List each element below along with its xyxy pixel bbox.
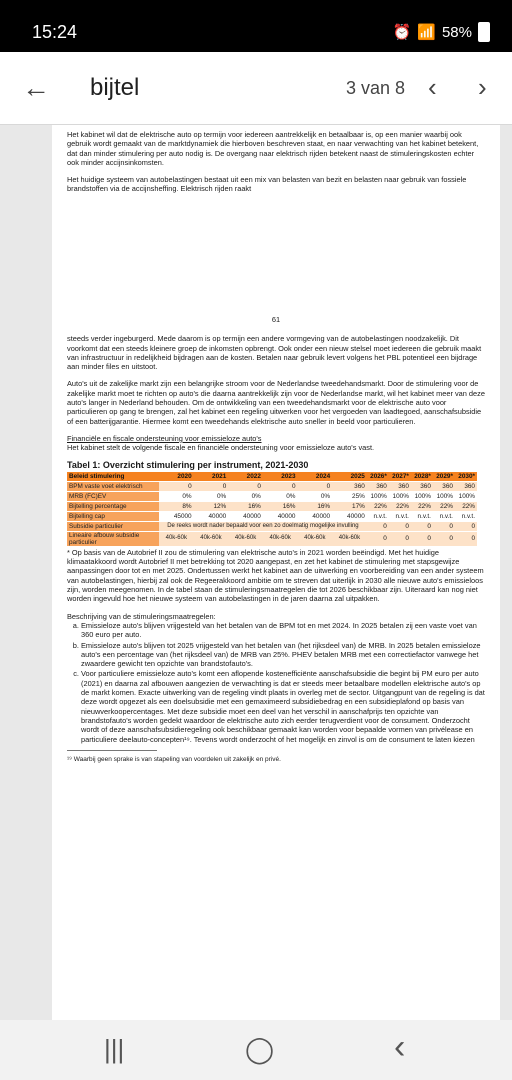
status-icons (393, 22, 490, 42)
table-header-cell: 2030* (455, 472, 477, 482)
paragraph: Het kabinet stelt de volgende fiscale en financiële ondersteuning voor emissieloze auto's vast. (67, 443, 375, 453)
table-cell: 360 (367, 481, 389, 491)
table-cell: 16% (228, 501, 263, 511)
table-header-cell: 2024 (298, 472, 333, 482)
table-cell: 360 (433, 481, 455, 491)
measures-list (67, 621, 485, 744)
table-cell: MRB (FC)EV (67, 491, 159, 501)
table-cell: Lineaire afbouw subsidie particulier (67, 531, 159, 546)
table-cell: 360 (455, 481, 477, 491)
table-row (67, 511, 477, 521)
status-bar (0, 0, 512, 52)
table-cell: 40k-60k (228, 531, 263, 546)
table-cell: 0 (455, 521, 477, 531)
table-header-cell: Beleid stimulering (67, 472, 159, 482)
table-row (67, 531, 477, 546)
table-cell: 25% (332, 491, 367, 501)
table-header-cell: 2025 (332, 472, 367, 482)
table-cell: 16% (298, 501, 333, 511)
clock: 15:24 (32, 22, 78, 42)
pdf-page-62 (52, 1000, 500, 1020)
table-header-cell: 2021 (194, 472, 229, 482)
table-cell: 0% (159, 491, 194, 501)
table-cell: 40000 (194, 511, 229, 521)
table-header-cell: 2022 (228, 472, 263, 482)
wifi-icon: 📶 (417, 24, 436, 41)
table-cell: Bijtelling percentage (67, 501, 159, 511)
table-header-cell: 2028* (411, 472, 433, 482)
table-cell: 40000 (228, 511, 263, 521)
table-row (67, 501, 477, 511)
table-cell: 0% (263, 491, 298, 501)
table-cell: 100% (411, 491, 433, 501)
table-cell: 100% (389, 491, 411, 501)
battery-icon (478, 22, 490, 42)
table-cell: 22% (367, 501, 389, 511)
table-cell: 0 (298, 481, 333, 491)
footnote: ¹⁹ Waarbij geen sprake is van stapeling van voordelen uit zakelijk en privé. (67, 755, 281, 763)
table-header-row (67, 472, 477, 482)
table-cell: 0 (228, 481, 263, 491)
page-number: 61 (271, 315, 281, 324)
table-cell: 0 (389, 521, 411, 531)
table-cell: n.v.t. (367, 511, 389, 521)
stimulation-table (67, 472, 477, 547)
table-cell: 100% (367, 491, 389, 501)
table-cell: 40000 (298, 511, 333, 521)
search-query[interactable]: bijtel (90, 74, 140, 101)
table-cell: 17% (332, 501, 367, 511)
page1-paragraph: Het kabinet wil dat de elektrische auto op termijn voor iedereen aantrekkelijk en betaalbaar is, op een manier waarbij ook gebruik wordt gemaakt van de marktdynamiek die hierboven beschreven staat, en naar verwachting van het kabinet betekent, dat dan minder stimulering per auto nodig is. De overgang naar elektrisch rijden betekent naast de stimuleringskosten echter ook minder accijnsinkomsten. (67, 130, 479, 167)
table-cell: Subsidie particulier (67, 521, 159, 531)
table-cell: 0 (411, 531, 433, 546)
table-cell: 100% (433, 491, 455, 501)
footnote-divider (67, 750, 157, 751)
paragraph: steeds verder ingeburgerd. Mede daarom is op termijn een andere vormgeving van de autobelastingen noodzakelijk. Dit voorkomt dat een steeds kleinere groep de inkomsten opbrengt. Ook onder een nieuw stelsel moet iedereen die gebruik maakt van infrastructuur in redelijkheid bijdragen aan de kosten. Betalen naar gebruik levert volgens het PBL potentieel een bijdrage aan minder files en uitstoot. (67, 334, 482, 372)
android-nav-bar (0, 1020, 512, 1080)
list-item: c. Voor particuliere emissieloze auto's komt een aflopende kostenefficiënte aanschafsubsidie die begint bij PM euro per auto (2021) en daarna zal afbouwen aangezien de verwachting is dat er steeds meer betaalbare modellen elektrische auto's op de markt komen. Exacte uitwerking van de regeling vindt plaats in overleg met de sector. Uitgangpunt van de regeling is dat deze wordt opgezet als een doelsubsidie met een gemaximeerd subsidiebedrag en een subsidieplafond op basis van nieuwverkoopercentages. Met deze subsidie moet een deel van het verschil in aanschafprijs ten opzichte van brandstofauto's worden gedekt waardoor de elektrische auto zich eerder terugverdient voor de consument. Onderzocht wordt of deze aanschafsubsidieregeling ook beschikbaar gemaakt kan worden voor bepaalde vormen van privélease en particuliere deelauto-concepten¹⁹. Tevens wordt onderzocht of het mogelijk en zinvol is om de consument te laten kiezen (81, 669, 485, 743)
table-cell: 0 (411, 521, 433, 531)
back-arrow-icon[interactable]: ← (22, 72, 50, 103)
table-title: Tabel 1: Overzicht stimulering per instrument, 2021-2030 (67, 459, 309, 470)
table-cell: 0% (298, 491, 333, 501)
table-cell: 0 (263, 481, 298, 491)
table-cell: 22% (433, 501, 455, 511)
table-cell: n.v.t. (411, 511, 433, 521)
search-toolbar (0, 52, 512, 125)
page1-paragraph-2: Het huidige systeem van autobelastingen bestaat uit een mix van belasten van bezit en belasten naar gebruik van fossiele brandstoffen via de accijnsheffing. Elektrisch rijden raakt (67, 175, 467, 194)
table-header-cell: 2026* (367, 472, 389, 482)
recent-apps-icon[interactable]: ||| (104, 1034, 125, 1064)
table-cell: 40k-60k (332, 531, 367, 546)
table-cell: Bijtelling cap (67, 511, 159, 521)
table-header-cell: 2023 (263, 472, 298, 482)
table-cell: n.v.t. (455, 511, 477, 521)
table-cell: 0 (433, 531, 455, 546)
table-cell: 360 (332, 481, 367, 491)
list-item: a. Emissieloze auto's blijven vrijgesteld van het betalen van de BPM tot en met 2024. In 2025 betalen zij een vaste voet van 360 euro per auto. (81, 621, 485, 640)
table-cell: 0 (367, 521, 389, 531)
document-viewer[interactable] (0, 125, 512, 1020)
previous-result-icon[interactable]: ‹ (428, 72, 437, 102)
table-cell: 22% (411, 501, 433, 511)
alarm-icon: ⏰ (392, 24, 412, 41)
table-row (67, 481, 477, 491)
table-header-cell: 2020 (159, 472, 194, 482)
table-cell: 22% (455, 501, 477, 511)
table-cell: 0 (455, 531, 477, 546)
section-heading: Financiële en fiscale ondersteuning voor emissieloze auto's (67, 433, 262, 443)
table-cell: 16% (263, 501, 298, 511)
table-cell: n.v.t. (389, 511, 411, 521)
list-item: b. Emissieloze auto's blijven tot 2025 vrijgesteld van het betalen van (het rijksdeel van) de MRB. In 2025 betalen emissieloze auto's een percentage van (het rijksdeel van) de MRB van 25%. PHEV betalen MRB met een correctiefactor vanwege het zwaardere gewicht ten opzichte van brandstofauto's. (81, 641, 485, 669)
table-cell: n.v.t. (433, 511, 455, 521)
table-cell: 40k-60k (159, 531, 194, 546)
table-cell: 360 (389, 481, 411, 491)
table-cell: 40k-60k (298, 531, 333, 546)
table-cell: De reeks wordt nader bepaald voor een zo doelmatig mogelijke invulling (159, 521, 367, 531)
table-cell: 40000 (332, 511, 367, 521)
table-note: * Op basis van de Autobrief II zou de stimulering van elektrische auto's in 2021 worden beëindigd. Met het huidige klimaatakkoord wordt Autobrief II met betrekking tot 2020 aangepast, en zet het kabinet de stimulering met stapsgewijze aanpassingen door tot en met 2025. Ondertussen werkt het kabinet aan de uitwerking en voorbereiding van een ander systeem van autobelastingen, hierbij zal ook de Regeerakkoord ambitie om te streven dat uiterlijk in 2030 alle nieuwe auto's emissieloos zijn, worden meegenomen. In de tabel staan de stimuleringsmaatregelen die tot 2026 beschikbaar zijn. Uiteraard kan nog niet worden ingevuld hoe het nieuwe systeem van autobelastingen in de jaren daarna zal uitpakken. (67, 547, 484, 604)
table-cell: 0 (367, 531, 389, 546)
table-cell: 40k-60k (194, 531, 229, 546)
battery-percent: 58% (441, 23, 472, 41)
pdf-page-61 (52, 287, 500, 1007)
table-cell: 12% (194, 501, 229, 511)
table-cell: 0 (194, 481, 229, 491)
table-cell: 45000 (159, 511, 194, 521)
table-cell: 22% (389, 501, 411, 511)
table-cell: 0 (389, 531, 411, 546)
table-cell: 0 (433, 521, 455, 531)
result-count: 3 van 8 (346, 78, 406, 98)
table-row (67, 521, 477, 531)
home-icon[interactable]: ◯ (245, 1034, 275, 1064)
table-cell: 360 (411, 481, 433, 491)
table-cell: BPM vaste voet elektrisch (67, 481, 159, 491)
table-header-cell: 2027* (389, 472, 411, 482)
table-cell: 0% (228, 491, 263, 501)
table-cell: 40k-60k (263, 531, 298, 546)
table-cell: 100% (455, 491, 477, 501)
nav-back-icon[interactable]: ‹ (394, 1028, 406, 1066)
table-row (67, 491, 477, 501)
next-result-icon[interactable]: › (478, 72, 487, 102)
paragraph: Auto's uit de zakelijke markt zijn een belangrijke stroom voor de Nederlandse tweedehandsmarkt. Door de stimulering voor de zakelijke markt moet te richten op auto's die daarna aantrekkelijk zijn voor de Nederlandse markt, wil het kabinet meer van deze auto's langer in Nederland behouden. Om de ontwikkeling van een tweedehandsmarkt voor de elektrische auto voor particulieren op gang te brengen, zal het kabinet een regeling uitwerken voor het vergoeden van laadtegoed, aanschafsubsidie of een batterijgarantie. Hiermee komt een tweedehands elektrische auto sneller in beeld voor particulieren. (67, 379, 485, 426)
table-cell: 0% (194, 491, 229, 501)
table-cell: 8% (159, 501, 194, 511)
table-header-cell: 2029* (433, 472, 455, 482)
table-cell: 0 (159, 481, 194, 491)
table-cell: 40000 (263, 511, 298, 521)
list-intro: Beschrijving van de stimuleringsmaatregelen: (67, 611, 216, 621)
